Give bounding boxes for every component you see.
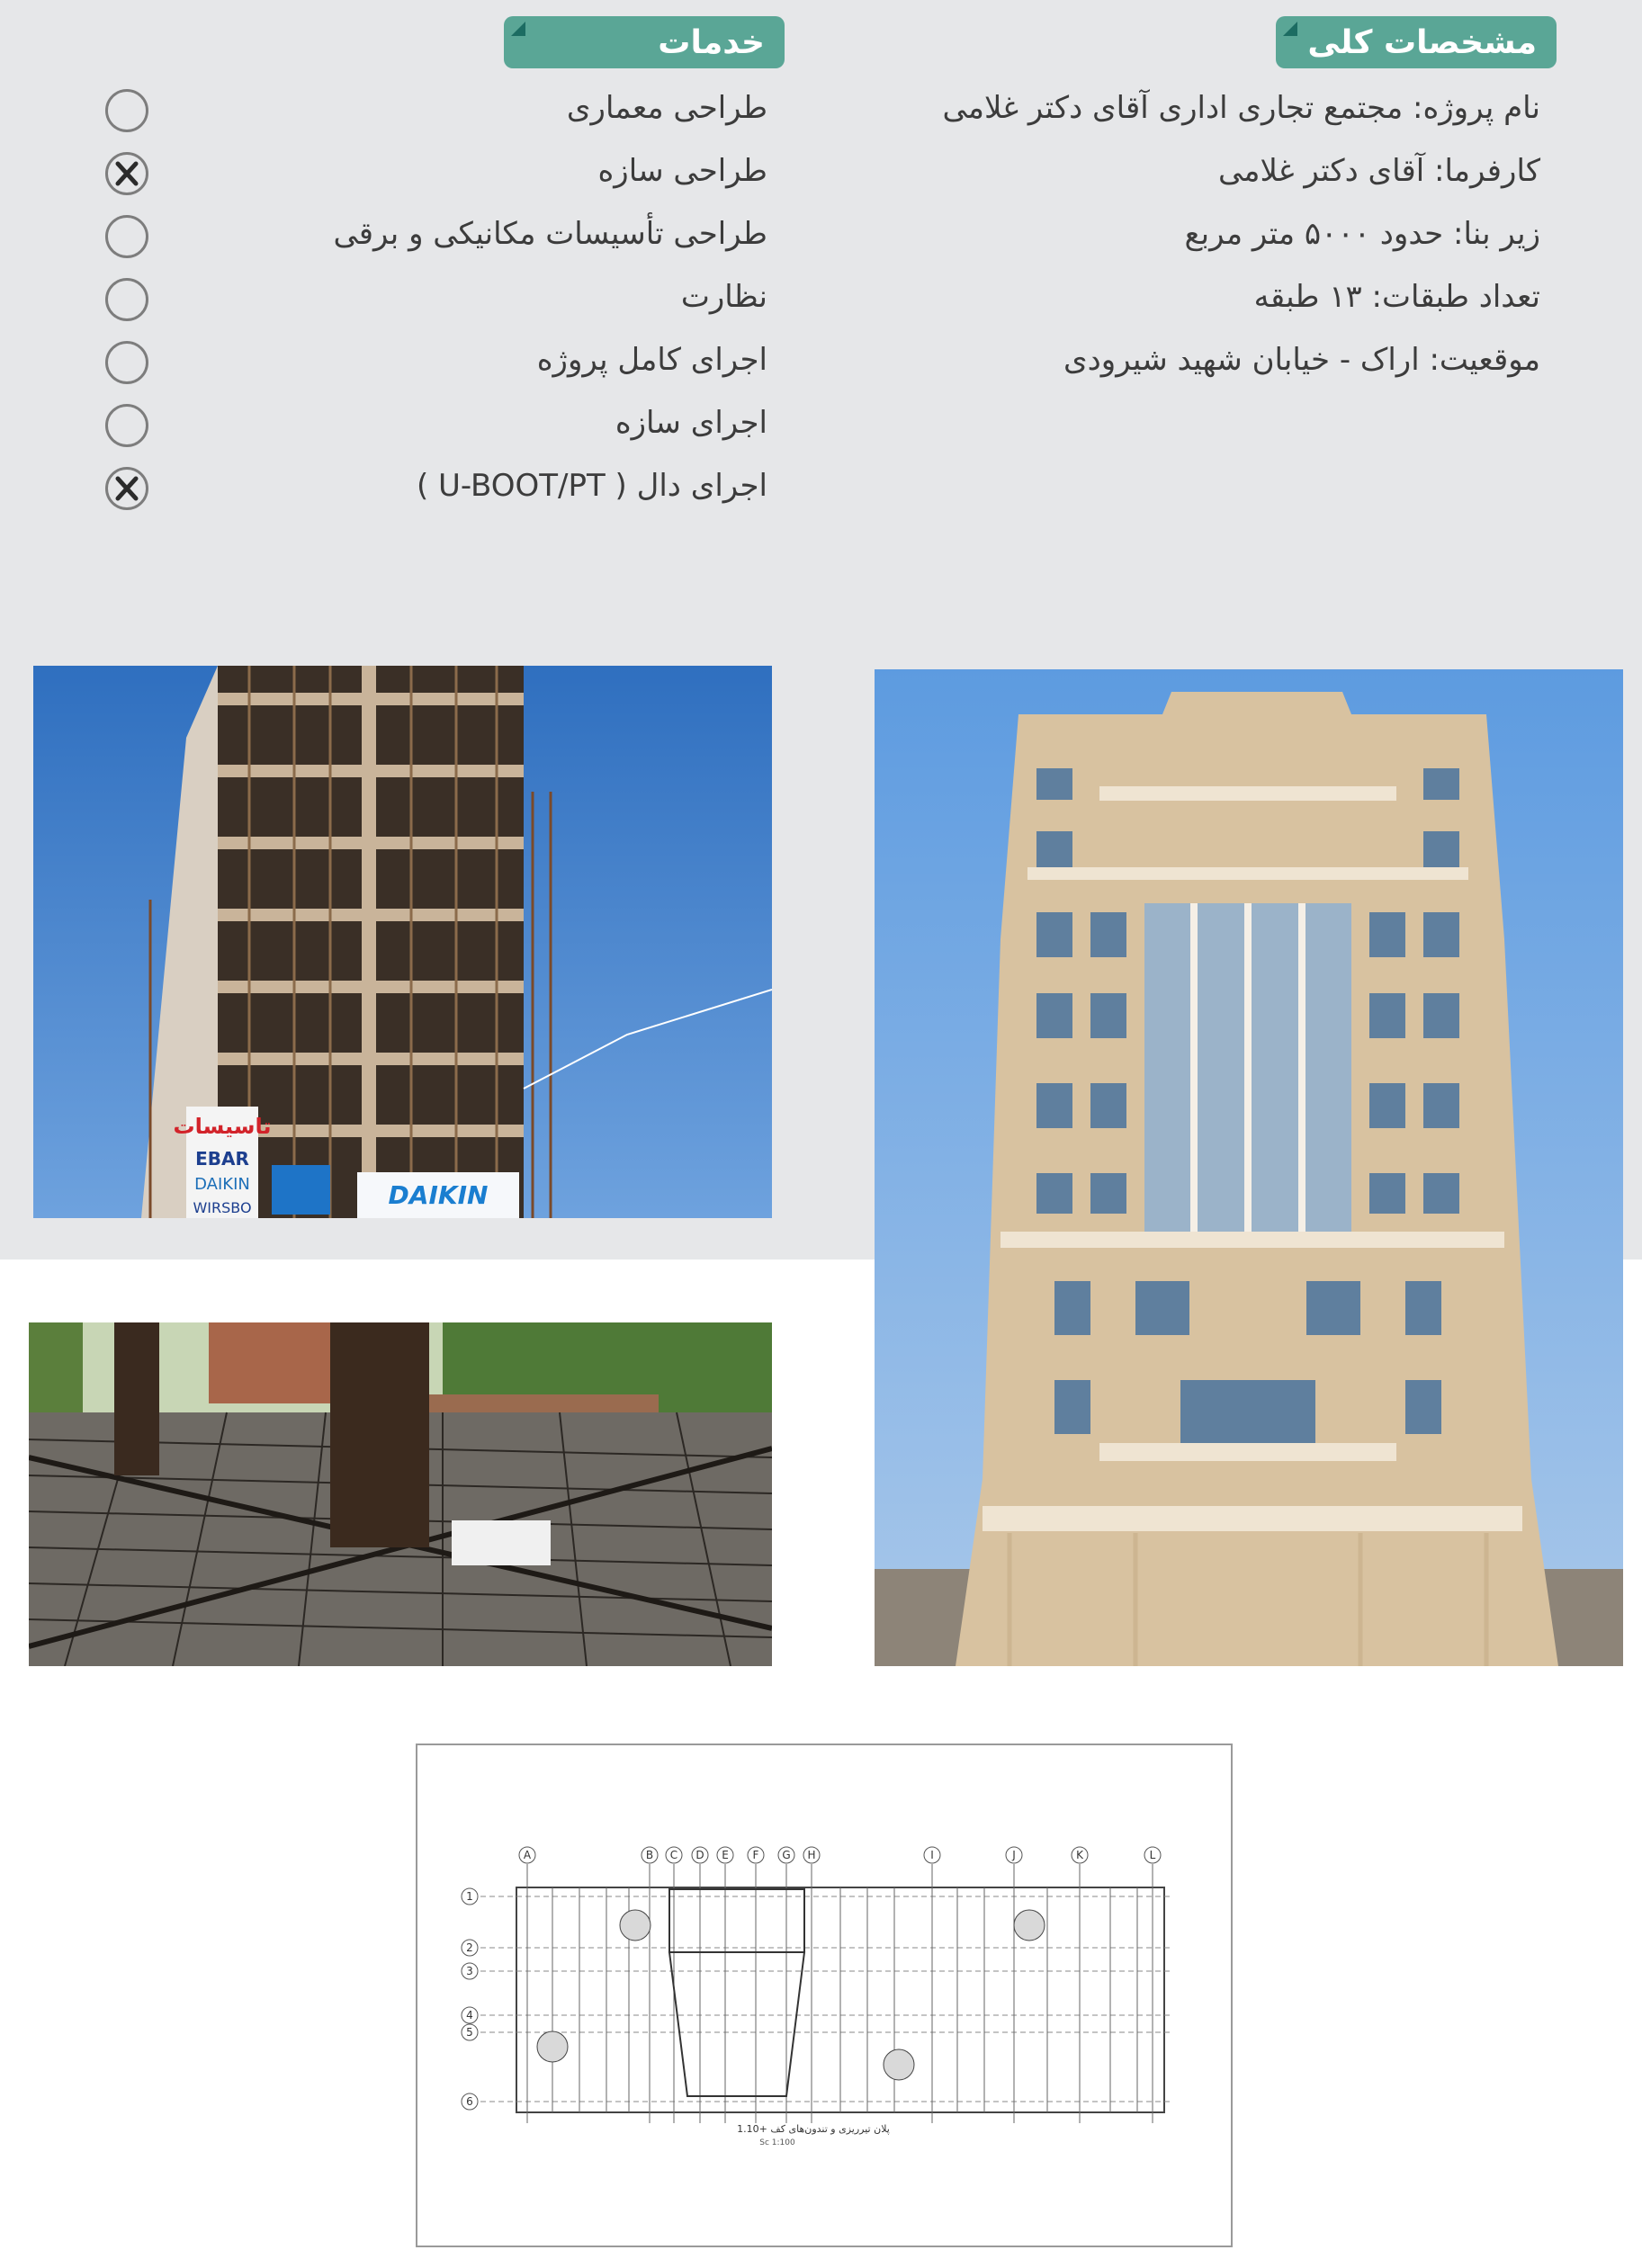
spec-floor-count: تعداد طبقات: ۱۳ طبقه [1253,279,1540,315]
svg-text:1: 1 [466,1890,473,1903]
service-check-circle [105,215,148,258]
construction-photo [33,666,772,1218]
grid-column-bubbles [519,1847,1161,1863]
service-check-circle [105,467,148,510]
svg-text:G: G [782,1849,791,1861]
finished-building-photo [875,669,1623,1666]
service-check-circle [105,152,148,195]
pill-corner-decoration [1283,22,1297,36]
svg-text:H: H [807,1849,816,1861]
service-label-supervision: نظارت [680,279,767,315]
service-label-architecture: طراحی معماری [566,90,767,126]
service-check-circle [105,404,148,447]
svg-text:F: F [752,1849,759,1861]
svg-text:K: K [1076,1849,1083,1861]
service-label-mep: طراحی تأسیسات مکانیکی و برقی [333,216,767,252]
service-check-circle [105,278,148,321]
service-label-slab-execution: اجرای دال ( U-BOOT/PT ) [416,468,767,504]
sign-installations: تاسیسات [173,1114,272,1139]
svg-text:J: J [1012,1849,1016,1861]
drawing-scale: Sc 1:100 [759,2138,795,2147]
service-check-circle [105,89,148,132]
svg-text:A: A [523,1849,532,1861]
spec-floor-area: زیر بنا: حدود ۵۰۰۰ متر مربع [1184,216,1540,252]
spec-project-name: نام پروژه: مجتمع تجاری اداری آقای دکتر غلامی [942,90,1540,126]
svg-text:D: D [695,1849,704,1861]
svg-text:2: 2 [466,1941,473,1954]
svg-text:I: I [930,1849,934,1861]
service-check-circle [105,341,148,384]
services-heading-text: خدمات [658,23,765,61]
svg-text:4: 4 [466,2009,473,2021]
specs-heading-text: مشخصات کلی [1307,23,1537,61]
rebar-slab-photo [29,1322,772,1666]
specs-heading [1276,16,1557,68]
service-label-full-execution: اجرای کامل پروژه [536,342,767,378]
svg-text:6: 6 [466,2095,473,2108]
svg-text:5: 5 [466,2026,473,2039]
svg-text:L: L [1149,1849,1156,1861]
service-label-structural: طراحی سازه [597,153,767,189]
svg-text:3: 3 [466,1965,473,1977]
svg-text:E: E [722,1849,729,1861]
sign-daikin-large: DAIKIN [388,1180,489,1210]
spec-employer: کارفرما: آقای دکتر غلامی [1217,153,1540,189]
services-heading [504,16,785,68]
checked-x-icon [108,155,146,193]
sign-daikin-small: DAIKIN [194,1175,250,1194]
sign-ebar: EBAR [195,1148,249,1170]
svg-text:B: B [645,1849,654,1861]
svg-text:C: C [669,1849,678,1861]
structural-plan-drawing [416,1744,1233,2247]
sign-wirsbo: WIRSBO [193,1199,252,1216]
pill-corner-decoration [511,22,525,36]
service-label-structure-execution: اجرای سازه [615,405,767,441]
drawing-caption: پلان تیرریزی و تندون‌های کف +1.10 [737,2123,890,2135]
grid-row-bubbles [462,1888,478,2110]
checked-x-icon [108,470,146,507]
spec-location: موقعیت: اراک - خیابان شهید شیرودی [1063,342,1540,378]
